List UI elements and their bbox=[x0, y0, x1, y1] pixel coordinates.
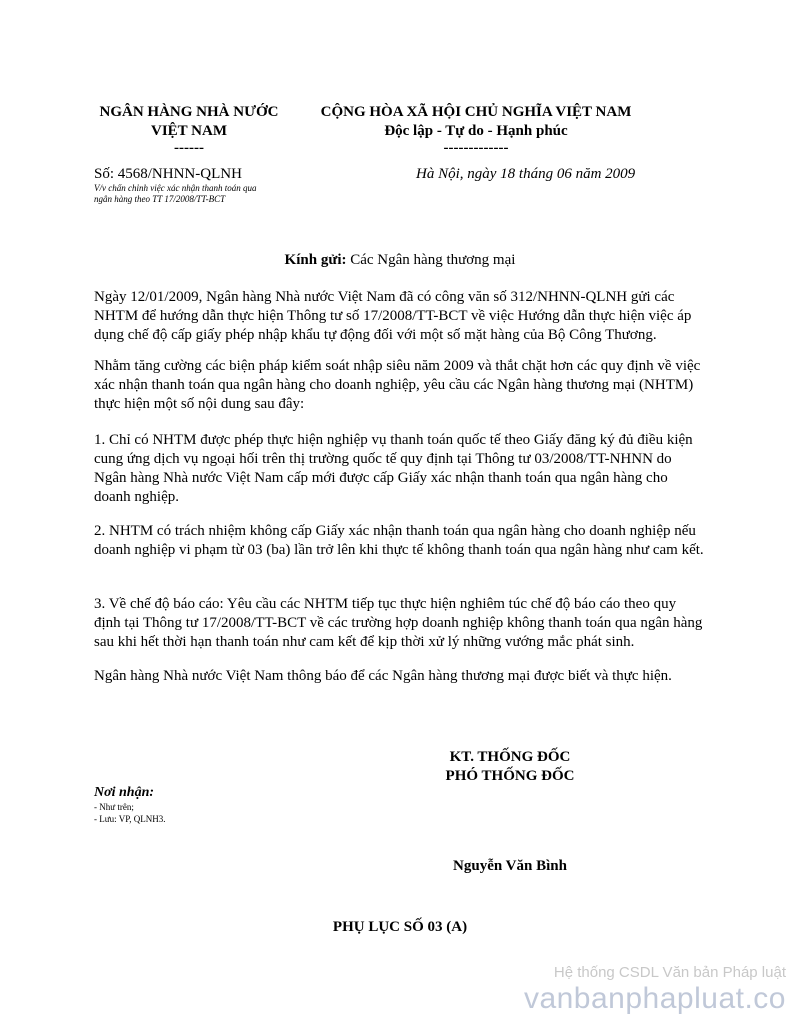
recipient-line bbox=[94, 251, 706, 270]
signature-title-1: KT. THỐNG ĐỐC bbox=[449, 749, 571, 765]
document-number: Số: 4568/NHNN-QLNH bbox=[94, 166, 242, 182]
recipient-value: Các Ngân hàng thương mại bbox=[346, 252, 516, 268]
recipient-item-1: - Như trên; bbox=[94, 802, 134, 812]
document-subject bbox=[94, 183, 324, 205]
signature-title-2: PHÓ THỐNG ĐỐC bbox=[445, 768, 575, 784]
national-motto-block bbox=[300, 103, 652, 156]
signer-name: Nguyễn Văn Bình bbox=[453, 858, 567, 874]
issuer-name-line2: VIỆT NAM bbox=[151, 123, 227, 139]
recipients-block bbox=[94, 784, 165, 825]
watermark-line-1: Hệ thống CSDL Văn bản Pháp luật bbox=[553, 964, 786, 981]
recipients-title: Nơi nhận: bbox=[94, 785, 155, 800]
recipient-label: Kính gửi: bbox=[284, 252, 347, 268]
motto-separator: ------------- bbox=[443, 140, 509, 156]
watermark-line-2: vanbanphapluat.co bbox=[523, 982, 786, 1015]
paragraph-6: Ngân hàng Nhà nước Việt Nam thông báo để các Ngân hàng thương mại được biết và thực hiện. bbox=[94, 668, 672, 684]
issuer-name-line1: NGÂN HÀNG NHÀ NƯỚC bbox=[99, 104, 279, 120]
subject-line-1: V/v chấn chỉnh việc xác nhận thanh toán qua bbox=[94, 183, 257, 193]
signature-block bbox=[400, 748, 620, 786]
appendix-title: PHỤ LỤC SỐ 03 (A) bbox=[332, 919, 468, 935]
paragraph-4: 2. NHTM có trách nhiệm không cấp Giấy xác nhận thanh toán qua ngân hàng cho doanh nghiệp nếu doanh nghiệp vi phạm từ 03 (ba) lần trở lên khi thực tế không thanh toán qua ngân hàng như cam kết. bbox=[94, 523, 704, 558]
paragraph-3: 1. Chỉ có NHTM được phép thực hiện nghiệp vụ thanh toán quốc tế theo Giấy đăng ký đủ điều kiện cung ứng dịch vụ ngoại hối trên thị trường quốc tế quy định tại Thông tư 03/2008/TT-NHNN do Ngân hàng Nhà nước Việt Nam cấp mới được cấp Giấy xác nhận thanh toán qua ngân hàng cho doanh nghiệp. bbox=[94, 432, 693, 505]
motto: Độc lập - Tự do - Hạnh phúc bbox=[384, 123, 568, 139]
paragraph-1: Ngày 12/01/2009, Ngân hàng Nhà nước Việt Nam đã có công văn số 312/NHNN-QLNH gửi các NHTM để hướng dẫn thực hiện Thông tư số 17/2008/TT-BCT về việc Hướng dẫn thực hiện việc áp dụng chế độ cấp giấy phép nhập khẩu tự động đối với một số mặt hàng của Bộ Công Thương. bbox=[94, 289, 692, 343]
subject-line-2: ngân hàng theo TT 17/2008/TT-BCT bbox=[94, 194, 226, 204]
issuer-block bbox=[84, 103, 294, 156]
issuer-separator: ------ bbox=[174, 140, 204, 156]
paragraph-5: 3. Về chế độ báo cáo: Yêu cầu các NHTM tiếp tục thực hiện nghiêm túc chế độ báo cáo theo quy định tại Thông tư 17/2008/TT-BCT về các trường hợp doanh nghiệp không thanh toán qua ngân hàng sau khi hết thời hạn thanh toán như cam kết để kịp thời xử lý những vướng mắc phát sinh. bbox=[94, 596, 703, 650]
paragraph-2: Nhằm tăng cường các biện pháp kiểm soát nhập siêu năm 2009 và thắt chặt hơn các quy định về việc xác nhận thanh toán qua ngân hàng cho doanh nghiệp, yêu cầu các Ngân hàng thương mại (NHTM) thực hiện một số nội dung sau đây: bbox=[94, 358, 701, 412]
recipient-item-2: - Lưu: VP, QLNH3. bbox=[94, 814, 166, 824]
country-name: CỘNG HÒA XÃ HỘI CHỦ NGHĨA VIỆT NAM bbox=[320, 104, 632, 120]
place-date: Hà Nội, ngày 18 tháng 06 năm 2009 bbox=[416, 166, 636, 182]
